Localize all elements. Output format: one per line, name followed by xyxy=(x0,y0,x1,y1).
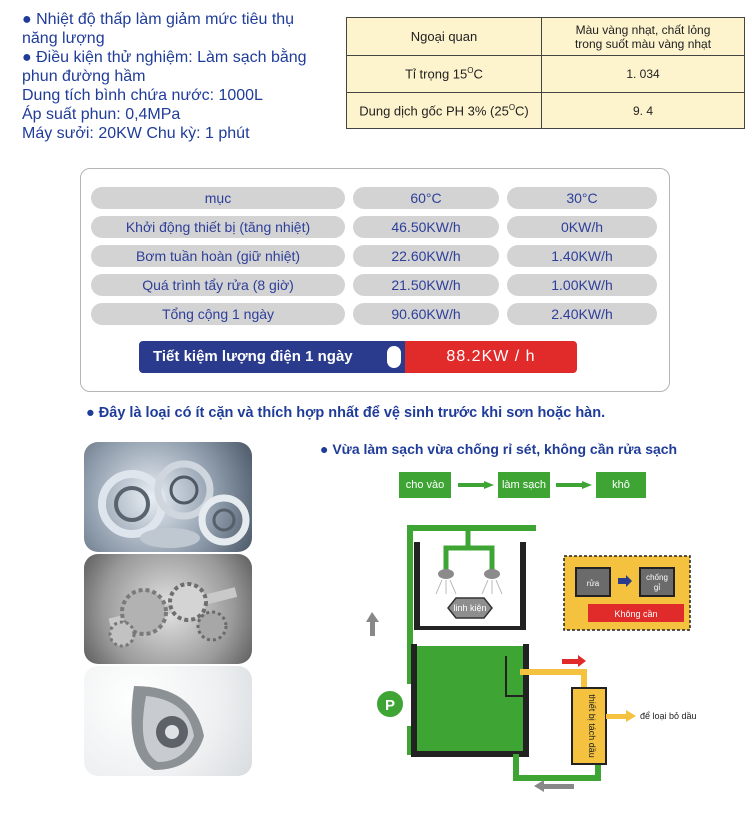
saving-knob xyxy=(387,346,401,368)
intro-line: Dung tích bình chứa nước: 1000L xyxy=(22,87,263,104)
properties-table xyxy=(346,17,745,129)
compare-step-wash: rửa xyxy=(586,579,600,588)
flow-step-dry: khô xyxy=(596,472,646,498)
table-row xyxy=(347,93,745,129)
energy-row-30: 2.40KW/h xyxy=(507,303,657,325)
left-arrow-icon xyxy=(534,780,544,792)
separator-label: thiết bị tách dầu xyxy=(587,694,597,758)
oil-removal-label: để loại bỏ dầu xyxy=(640,711,697,721)
energy-row-60: 22.60KW/h xyxy=(353,245,499,267)
not-needed-label: Không cần xyxy=(614,609,658,619)
intro-text xyxy=(22,10,342,143)
energy-row-30: 0KW/h xyxy=(507,216,657,238)
intro-line: ● Nhiệt độ thấp làm giảm mức tiêu thụ xyxy=(22,11,295,28)
oil-arrow-icon xyxy=(626,710,636,722)
energy-comparison-panel xyxy=(80,168,670,392)
energy-header-30: 30°C xyxy=(507,187,657,209)
energy-saving-label: Tiết kiệm lượng điện 1 ngày xyxy=(139,341,409,373)
spray-pipe xyxy=(446,548,492,570)
flow-arrow-icon xyxy=(556,481,592,489)
label-text: Dung dịch gốc PH 3% (25 xyxy=(359,103,509,119)
label-text: Tỉ trọng 15 xyxy=(405,66,468,82)
solution-tank xyxy=(414,646,526,752)
property-value xyxy=(542,18,745,56)
cleaning-machine-diagram xyxy=(356,516,746,800)
energy-row-label: Quá trình tẩy rửa (8 giờ) xyxy=(91,274,345,296)
compare-step-rust: chống xyxy=(646,573,668,582)
energy-saving-value: 88.2KW / h xyxy=(405,341,577,373)
flow-red-arrow-icon xyxy=(578,655,586,667)
flow-step-load: cho vào xyxy=(399,472,451,498)
intro-line: phun đường hầm xyxy=(22,68,146,85)
energy-row-label: Khởi động thiết bị (tăng nhiệt) xyxy=(91,216,345,238)
up-arrow-icon xyxy=(366,612,379,622)
flow-step-clean: làm sạch xyxy=(498,472,550,498)
energy-row-label: Tổng cộng 1 ngày xyxy=(91,303,345,325)
property-value: 1. 034 xyxy=(542,56,745,93)
intro-line: ● Điều kiện thử nghiệm: Làm sạch bằng xyxy=(22,49,307,66)
flow-arrow-icon xyxy=(458,481,494,489)
gears-photo xyxy=(84,554,252,664)
spray-icon xyxy=(482,580,502,594)
hub-photo xyxy=(84,666,252,776)
energy-row-label: Bơm tuần hoàn (giữ nhiệt) xyxy=(91,245,345,267)
label-text: C xyxy=(473,66,483,82)
energy-header-60: 60°C xyxy=(353,187,499,209)
spray-icon xyxy=(436,580,456,594)
property-value-line: trong suốt màu vàng nhạt xyxy=(574,36,712,51)
table-row xyxy=(347,18,745,56)
hub-image xyxy=(84,666,252,776)
clean-rust-note: ● Vừa làm sạch vừa chống rỉ sét, không cần rửa sạch xyxy=(320,441,678,457)
energy-header-item: mục xyxy=(91,187,345,209)
nozzle-icon xyxy=(484,569,500,579)
intro-line: năng lượng xyxy=(22,30,105,47)
bearings-photo xyxy=(84,442,252,552)
energy-row-60: 90.60KW/h xyxy=(353,303,499,325)
energy-row-30: 1.40KW/h xyxy=(507,245,657,267)
property-value: 9. 4 xyxy=(542,93,745,129)
pump-label: P xyxy=(384,697,396,714)
table-row xyxy=(347,56,745,93)
compare-step-rust: gỉ xyxy=(653,583,661,592)
property-label xyxy=(347,56,542,93)
nozzle-icon xyxy=(438,569,454,579)
property-label xyxy=(347,93,542,129)
gears-image xyxy=(84,554,252,664)
energy-row-60: 21.50KW/h xyxy=(353,274,499,296)
energy-row-30: 1.00KW/h xyxy=(507,274,657,296)
oil-pipe xyxy=(520,672,584,688)
label-text: C) xyxy=(515,103,529,119)
bearings-image xyxy=(84,442,252,552)
intro-line: Áp suất phun: 0,4MPa xyxy=(22,106,181,123)
property-value-line: Màu vàng nhạt, chất lỏng xyxy=(575,22,711,37)
label-sup: O xyxy=(467,66,474,76)
energy-row-60: 46.50KW/h xyxy=(353,216,499,238)
label-sup: O xyxy=(508,102,516,112)
intro-line: Máy sưởi: 20KW Chu kỳ: 1 phút xyxy=(22,125,250,142)
energy-saving-bar xyxy=(139,341,577,373)
property-label: Ngoại quan xyxy=(347,18,542,56)
part-label: linh kiện xyxy=(453,603,487,613)
suitable-note: ● Đây là loại có ít cặn và thích hợp nhất để vệ sinh trước khi sơn hoặc hàn. xyxy=(86,405,606,421)
